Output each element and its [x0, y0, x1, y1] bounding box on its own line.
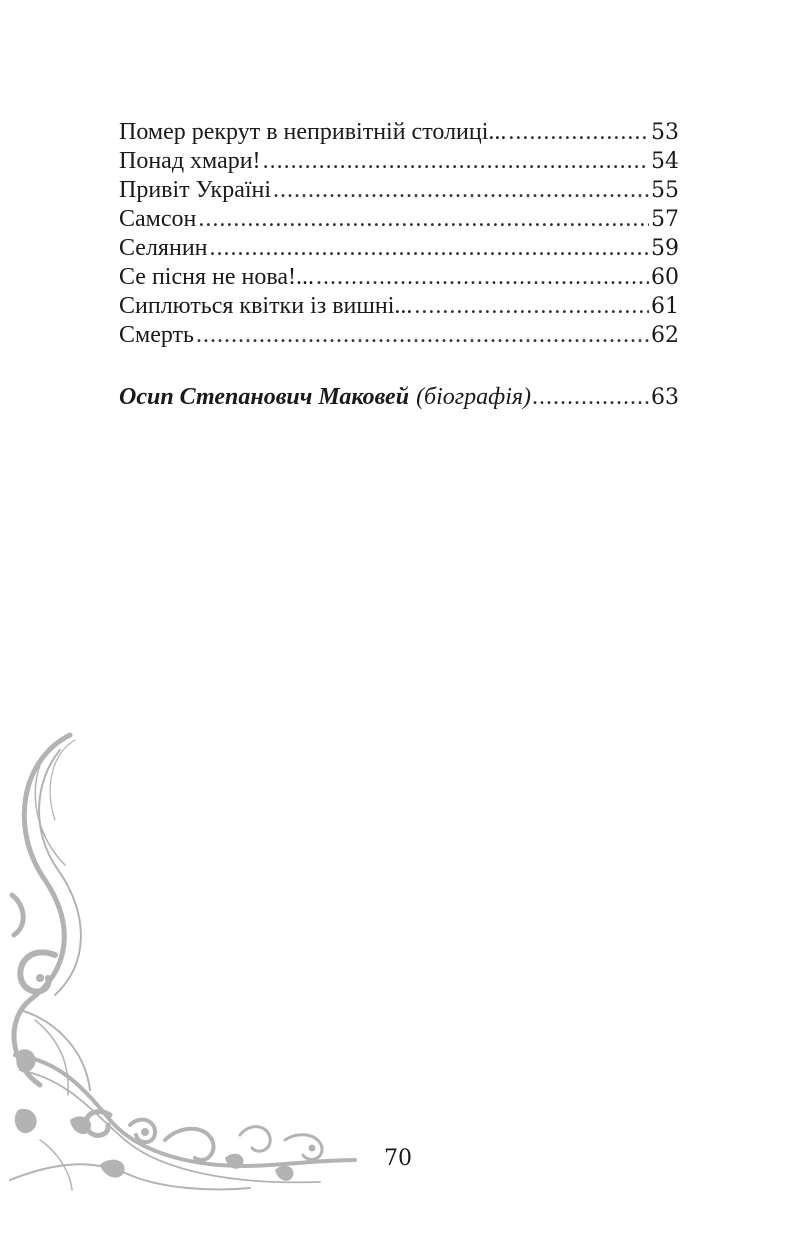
toc-entry-biography[interactable] — [119, 383, 679, 412]
toc-entry[interactable] — [119, 176, 679, 205]
toc-entry[interactable] — [119, 205, 679, 234]
toc-entry-page: 59 — [651, 236, 679, 261]
toc-entry[interactable] — [119, 321, 679, 350]
toc-entry-page: 60 — [651, 265, 679, 290]
toc-entry-title: Смерть — [119, 322, 194, 348]
toc-entry-title: Привіт Україні — [119, 177, 272, 203]
toc-entry-page: 55 — [651, 178, 679, 203]
toc-leader-dots — [316, 263, 649, 292]
toc-leader-dots — [508, 118, 649, 147]
toc-entry[interactable] — [119, 292, 679, 321]
toc-entry-page: 62 — [651, 323, 679, 348]
toc-entry[interactable] — [119, 147, 679, 176]
toc-entry-page: 53 — [651, 120, 679, 145]
toc-entry-title: Помер рекрут в непривітній столиці... — [119, 119, 507, 145]
toc-leader-dots — [198, 205, 649, 234]
toc-entry-page: 57 — [651, 207, 679, 232]
page-number: 70 — [384, 1146, 412, 1171]
toc-entry-page: 63 — [651, 385, 679, 410]
biography-author-name: Осип Степанович Маковей — [119, 384, 410, 410]
toc-entry-title: Сиплються квітки із вишні... — [119, 293, 413, 319]
table-of-contents — [119, 118, 679, 412]
toc-leader-dots — [532, 383, 650, 412]
toc-entry-title: Селянин — [119, 235, 208, 261]
biography-note: (біографія) — [416, 384, 532, 410]
toc-entry-title: Се пісня не нова!... — [119, 264, 314, 290]
toc-leader-dots — [210, 234, 650, 263]
toc-entry-title: Самсон — [119, 206, 197, 232]
toc-entry-title: Понад хмари! — [119, 148, 261, 174]
floral-swirl-corner-icon — [0, 720, 370, 1200]
toc-entry-page: 61 — [651, 294, 679, 319]
toc-entry[interactable] — [119, 263, 679, 292]
toc-leader-dots — [196, 321, 649, 350]
toc-entry-page: 54 — [651, 149, 679, 174]
toc-leader-dots — [273, 176, 649, 205]
toc-entry[interactable] — [119, 234, 679, 263]
toc-leader-dots — [414, 292, 649, 321]
toc-leader-dots — [263, 147, 649, 176]
toc-entry[interactable] — [119, 118, 679, 147]
